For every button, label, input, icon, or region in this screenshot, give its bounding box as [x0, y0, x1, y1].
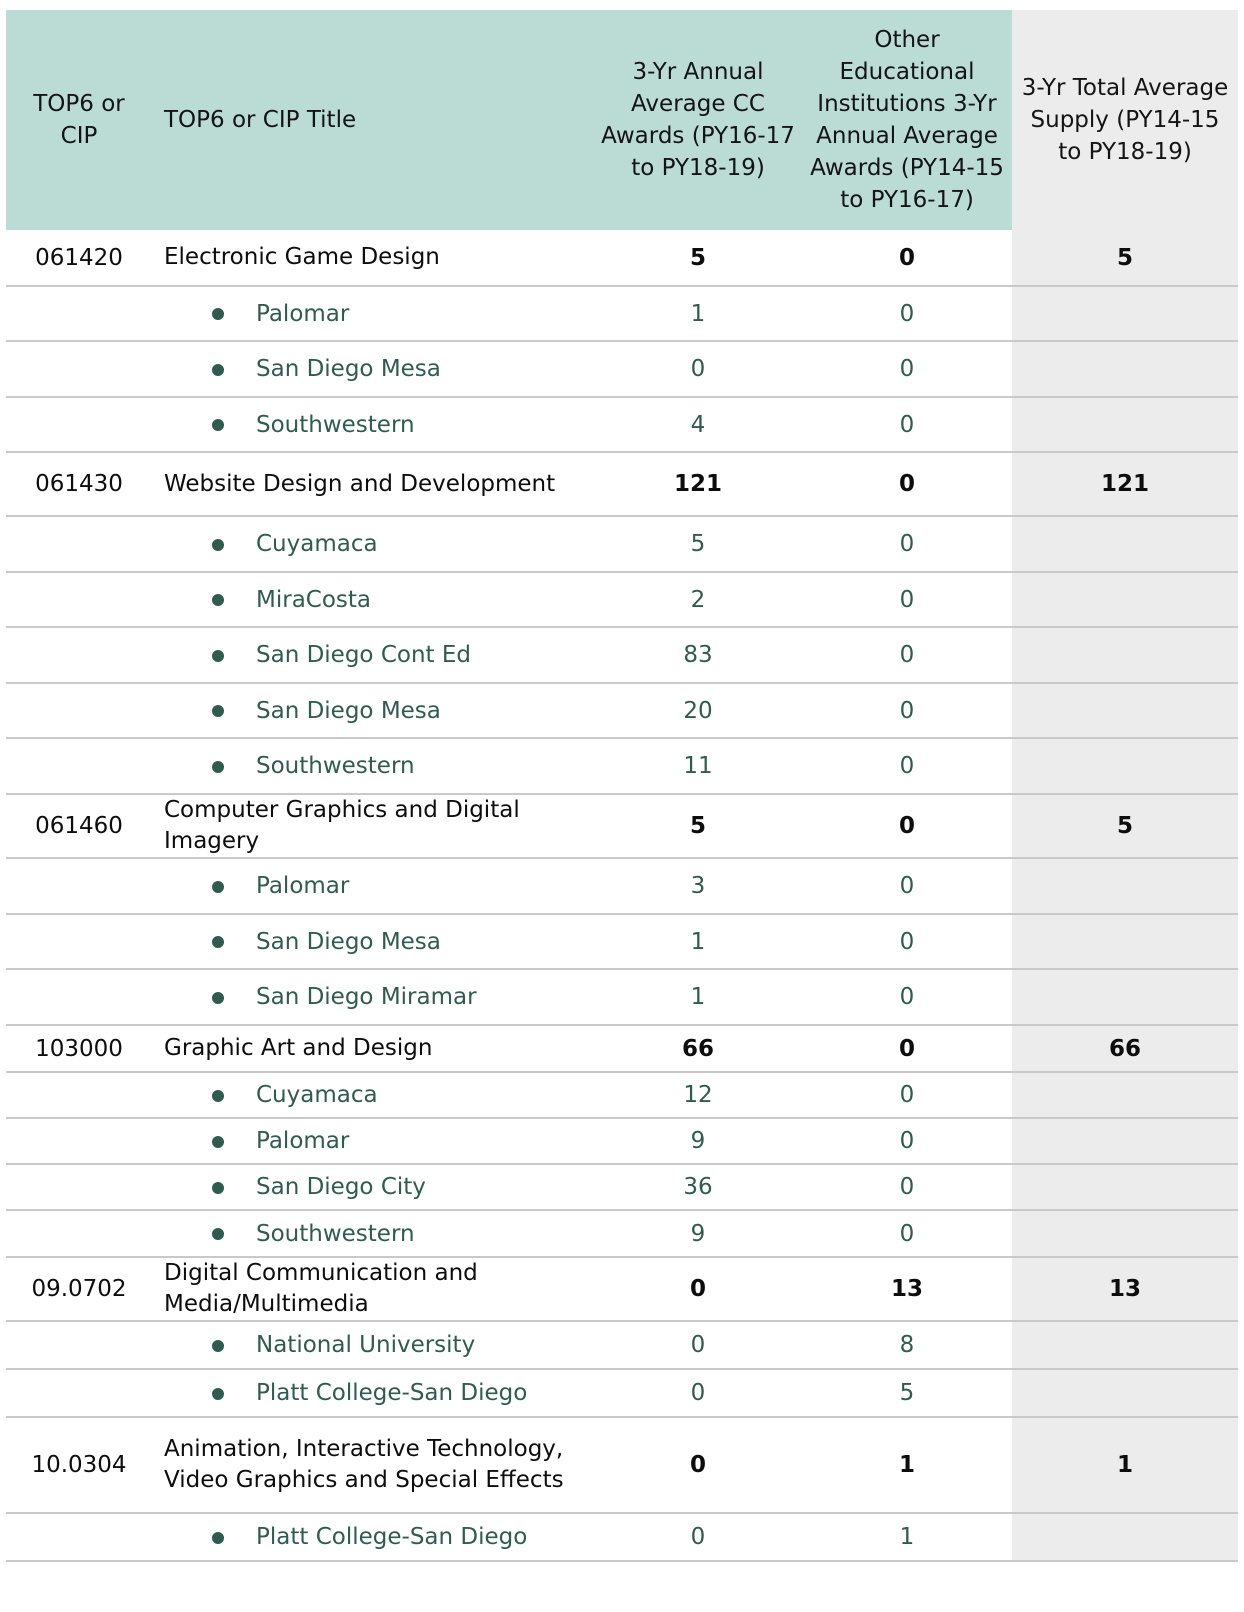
- program-total-supply: 1: [1012, 1417, 1238, 1513]
- program-code: 061430: [6, 452, 152, 516]
- college-other-awards: 0: [802, 1118, 1012, 1164]
- college-code-empty: [6, 1072, 152, 1118]
- college-other-awards: 0: [802, 341, 1012, 397]
- program-total-supply: 13: [1012, 1257, 1238, 1321]
- college-name-cell: [152, 516, 594, 572]
- college-name: San Diego Mesa: [256, 356, 441, 382]
- college-cc-awards: 0: [594, 1369, 802, 1417]
- college-row: [6, 572, 1238, 627]
- college-other-awards: 0: [802, 683, 1012, 738]
- bullet-icon: [212, 308, 224, 320]
- college-name: Palomar: [256, 873, 350, 899]
- program-cc-awards: 0: [594, 1257, 802, 1321]
- college-cc-awards: 0: [594, 341, 802, 397]
- college-name: Cuyamaca: [256, 531, 378, 557]
- college-cc-awards: 1: [594, 969, 802, 1025]
- program-cc-awards: 5: [594, 794, 802, 858]
- college-code-empty: [6, 1210, 152, 1257]
- program-title: Animation, Interactive Technology, Video Graphics and Special Effects: [152, 1417, 594, 1513]
- bullet-icon: [212, 1090, 224, 1102]
- college-name-cell: [152, 627, 594, 683]
- college-other-awards: 8: [802, 1321, 1012, 1369]
- college-row: [6, 1210, 1238, 1257]
- bullet-icon: [212, 1228, 224, 1240]
- header-cc-awards: 3-Yr Annual Average CC Awards (PY16-17 to PY18-19): [594, 10, 802, 230]
- college-name-cell: [152, 1210, 594, 1257]
- program-total-supply: 66: [1012, 1025, 1238, 1072]
- college-cc-awards: 9: [594, 1118, 802, 1164]
- college-name: Southwestern: [256, 753, 415, 779]
- header-code: TOP6 or CIP: [6, 10, 152, 230]
- college-total-supply-empty: [1012, 683, 1238, 738]
- bullet-icon: [212, 650, 224, 662]
- college-name-cell: [152, 1321, 594, 1369]
- college-total-supply-empty: [1012, 627, 1238, 683]
- header-row: [6, 10, 1238, 230]
- college-other-awards: 5: [802, 1369, 1012, 1417]
- college-code-empty: [6, 858, 152, 914]
- program-cc-awards: 0: [594, 1417, 802, 1513]
- college-cc-awards: 36: [594, 1164, 802, 1210]
- program-total-supply: 5: [1012, 794, 1238, 858]
- college-name: Southwestern: [256, 411, 415, 438]
- bullet-icon: [212, 1388, 224, 1400]
- college-cc-awards: 9: [594, 1210, 802, 1257]
- college-other-awards: 0: [802, 627, 1012, 683]
- college-name-cell: [152, 341, 594, 397]
- college-name-cell: [152, 738, 594, 794]
- college-code-empty: [6, 1321, 152, 1369]
- college-total-supply-empty: [1012, 1210, 1238, 1257]
- bullet-icon: [212, 419, 224, 431]
- college-code-empty: [6, 341, 152, 397]
- college-total-supply-empty: [1012, 858, 1238, 914]
- college-total-supply-empty: [1012, 286, 1238, 341]
- college-cc-awards: 3: [594, 858, 802, 914]
- college-other-awards: 0: [802, 738, 1012, 794]
- college-name: Southwestern: [256, 1220, 415, 1247]
- college-name: MiraCosta: [256, 586, 372, 613]
- college-code-empty: [6, 914, 152, 969]
- college-name: San Diego Mesa: [256, 928, 441, 955]
- college-total-supply-empty: [1012, 572, 1238, 627]
- college-total-supply-empty: [1012, 1513, 1238, 1561]
- program-title: Digital Communication and Media/Multimedia: [152, 1257, 594, 1321]
- college-other-awards: 0: [802, 572, 1012, 627]
- college-code-empty: [6, 516, 152, 572]
- college-cc-awards: 20: [594, 683, 802, 738]
- college-name: San Diego Cont Ed: [256, 642, 471, 668]
- program-code: 10.0304: [6, 1417, 152, 1513]
- college-name-cell: [152, 969, 594, 1025]
- college-code-empty: [6, 572, 152, 627]
- college-cc-awards: 5: [594, 516, 802, 572]
- program-other-awards: 0: [802, 452, 1012, 516]
- college-name-cell: [152, 858, 594, 914]
- college-row: [6, 341, 1238, 397]
- bullet-icon: [212, 594, 224, 606]
- college-name: San Diego Mesa: [256, 697, 441, 724]
- bullet-icon: [212, 364, 224, 376]
- program-code: 09.0702: [6, 1257, 152, 1321]
- college-row: [6, 516, 1238, 572]
- program-code: 103000: [6, 1025, 152, 1072]
- college-row: [6, 1513, 1238, 1561]
- program-row: [6, 1257, 1238, 1321]
- college-name-cell: [152, 914, 594, 969]
- college-name: Palomar: [256, 1128, 350, 1154]
- college-row: [6, 1118, 1238, 1164]
- college-total-supply-empty: [1012, 738, 1238, 794]
- college-cc-awards: 0: [594, 1321, 802, 1369]
- college-row: [6, 738, 1238, 794]
- college-total-supply-empty: [1012, 1072, 1238, 1118]
- college-cc-awards: 0: [594, 1513, 802, 1561]
- college-other-awards: 1: [802, 1513, 1012, 1561]
- college-row: [6, 1164, 1238, 1210]
- college-cc-awards: 1: [594, 914, 802, 969]
- college-name: San Diego City: [256, 1174, 426, 1200]
- college-row: [6, 683, 1238, 738]
- college-name-cell: [152, 397, 594, 452]
- college-name-cell: [152, 1164, 594, 1210]
- college-name-cell: [152, 683, 594, 738]
- college-total-supply-empty: [1012, 341, 1238, 397]
- college-code-empty: [6, 397, 152, 452]
- bullet-icon: [212, 936, 224, 948]
- bullet-icon: [212, 1182, 224, 1194]
- program-other-awards: 13: [802, 1257, 1012, 1321]
- college-row: [6, 397, 1238, 452]
- program-title: Computer Graphics and Digital Imagery: [152, 794, 594, 858]
- college-total-supply-empty: [1012, 914, 1238, 969]
- college-name-cell: [152, 286, 594, 341]
- program-row: [6, 452, 1238, 516]
- college-total-supply-empty: [1012, 516, 1238, 572]
- college-code-empty: [6, 1513, 152, 1561]
- program-row: [6, 1025, 1238, 1072]
- program-other-awards: 0: [802, 1025, 1012, 1072]
- bullet-icon: [212, 705, 224, 717]
- program-cc-awards: 5: [594, 230, 802, 286]
- college-other-awards: 0: [802, 397, 1012, 452]
- program-code: 061460: [6, 794, 152, 858]
- bullet-icon: [212, 1340, 224, 1352]
- college-other-awards: 0: [802, 969, 1012, 1025]
- program-row: [6, 1417, 1238, 1513]
- college-name: Palomar: [256, 300, 350, 327]
- college-code-empty: [6, 738, 152, 794]
- college-row: [6, 1321, 1238, 1369]
- program-other-awards: 0: [802, 230, 1012, 286]
- college-code-empty: [6, 683, 152, 738]
- program-title: Electronic Game Design: [152, 230, 594, 286]
- college-name: San Diego Miramar: [256, 984, 477, 1010]
- header-total-supply: 3-Yr Total Average Supply (PY14-15 to PY18-19): [1012, 10, 1238, 230]
- program-row: [6, 230, 1238, 286]
- header-other-awards: Other Educational Institutions 3-Yr Annual Average Awards (PY14-15 to PY16-17): [802, 10, 1012, 230]
- college-other-awards: 0: [802, 1164, 1012, 1210]
- college-code-empty: [6, 627, 152, 683]
- college-row: [6, 858, 1238, 914]
- college-row: [6, 286, 1238, 341]
- college-total-supply-empty: [1012, 1118, 1238, 1164]
- college-code-empty: [6, 1369, 152, 1417]
- program-title: Graphic Art and Design: [152, 1025, 594, 1072]
- college-cc-awards: 83: [594, 627, 802, 683]
- college-total-supply-empty: [1012, 1321, 1238, 1369]
- college-cc-awards: 1: [594, 286, 802, 341]
- college-code-empty: [6, 1164, 152, 1210]
- college-other-awards: 0: [802, 1210, 1012, 1257]
- college-other-awards: 0: [802, 858, 1012, 914]
- college-cc-awards: 11: [594, 738, 802, 794]
- program-total-supply: 121: [1012, 452, 1238, 516]
- college-row: [6, 1072, 1238, 1118]
- college-cc-awards: 4: [594, 397, 802, 452]
- bullet-icon: [212, 1532, 224, 1544]
- college-name-cell: [152, 1513, 594, 1561]
- college-name-cell: [152, 1118, 594, 1164]
- supply-table: [6, 10, 1238, 1562]
- college-name: National University: [256, 1332, 476, 1358]
- college-name-cell: [152, 1072, 594, 1118]
- supply-table-container: [6, 10, 1238, 1562]
- bullet-icon: [212, 992, 224, 1004]
- college-code-empty: [6, 969, 152, 1025]
- college-name-cell: [152, 1369, 594, 1417]
- bullet-icon: [212, 881, 224, 893]
- college-other-awards: 0: [802, 1072, 1012, 1118]
- program-total-supply: 5: [1012, 230, 1238, 286]
- college-name-cell: [152, 572, 594, 627]
- college-cc-awards: 2: [594, 572, 802, 627]
- college-other-awards: 0: [802, 286, 1012, 341]
- college-row: [6, 969, 1238, 1025]
- bullet-icon: [212, 539, 224, 551]
- program-title: Website Design and Development: [152, 452, 594, 516]
- program-cc-awards: 121: [594, 452, 802, 516]
- college-code-empty: [6, 286, 152, 341]
- college-row: [6, 627, 1238, 683]
- college-total-supply-empty: [1012, 1369, 1238, 1417]
- college-name: Platt College-San Diego: [256, 1524, 528, 1550]
- college-total-supply-empty: [1012, 397, 1238, 452]
- table-body: [6, 230, 1238, 1561]
- college-other-awards: 0: [802, 914, 1012, 969]
- college-name: Cuyamaca: [256, 1082, 378, 1108]
- program-row: [6, 794, 1238, 858]
- college-other-awards: 0: [802, 516, 1012, 572]
- program-code: 061420: [6, 230, 152, 286]
- program-other-awards: 0: [802, 794, 1012, 858]
- college-row: [6, 914, 1238, 969]
- college-total-supply-empty: [1012, 1164, 1238, 1210]
- college-code-empty: [6, 1118, 152, 1164]
- header-title: TOP6 or CIP Title: [152, 10, 594, 230]
- college-total-supply-empty: [1012, 969, 1238, 1025]
- program-cc-awards: 66: [594, 1025, 802, 1072]
- college-cc-awards: 12: [594, 1072, 802, 1118]
- bullet-icon: [212, 761, 224, 773]
- college-name: Platt College-San Diego: [256, 1380, 528, 1406]
- bullet-icon: [212, 1136, 224, 1148]
- program-other-awards: 1: [802, 1417, 1012, 1513]
- college-row: [6, 1369, 1238, 1417]
